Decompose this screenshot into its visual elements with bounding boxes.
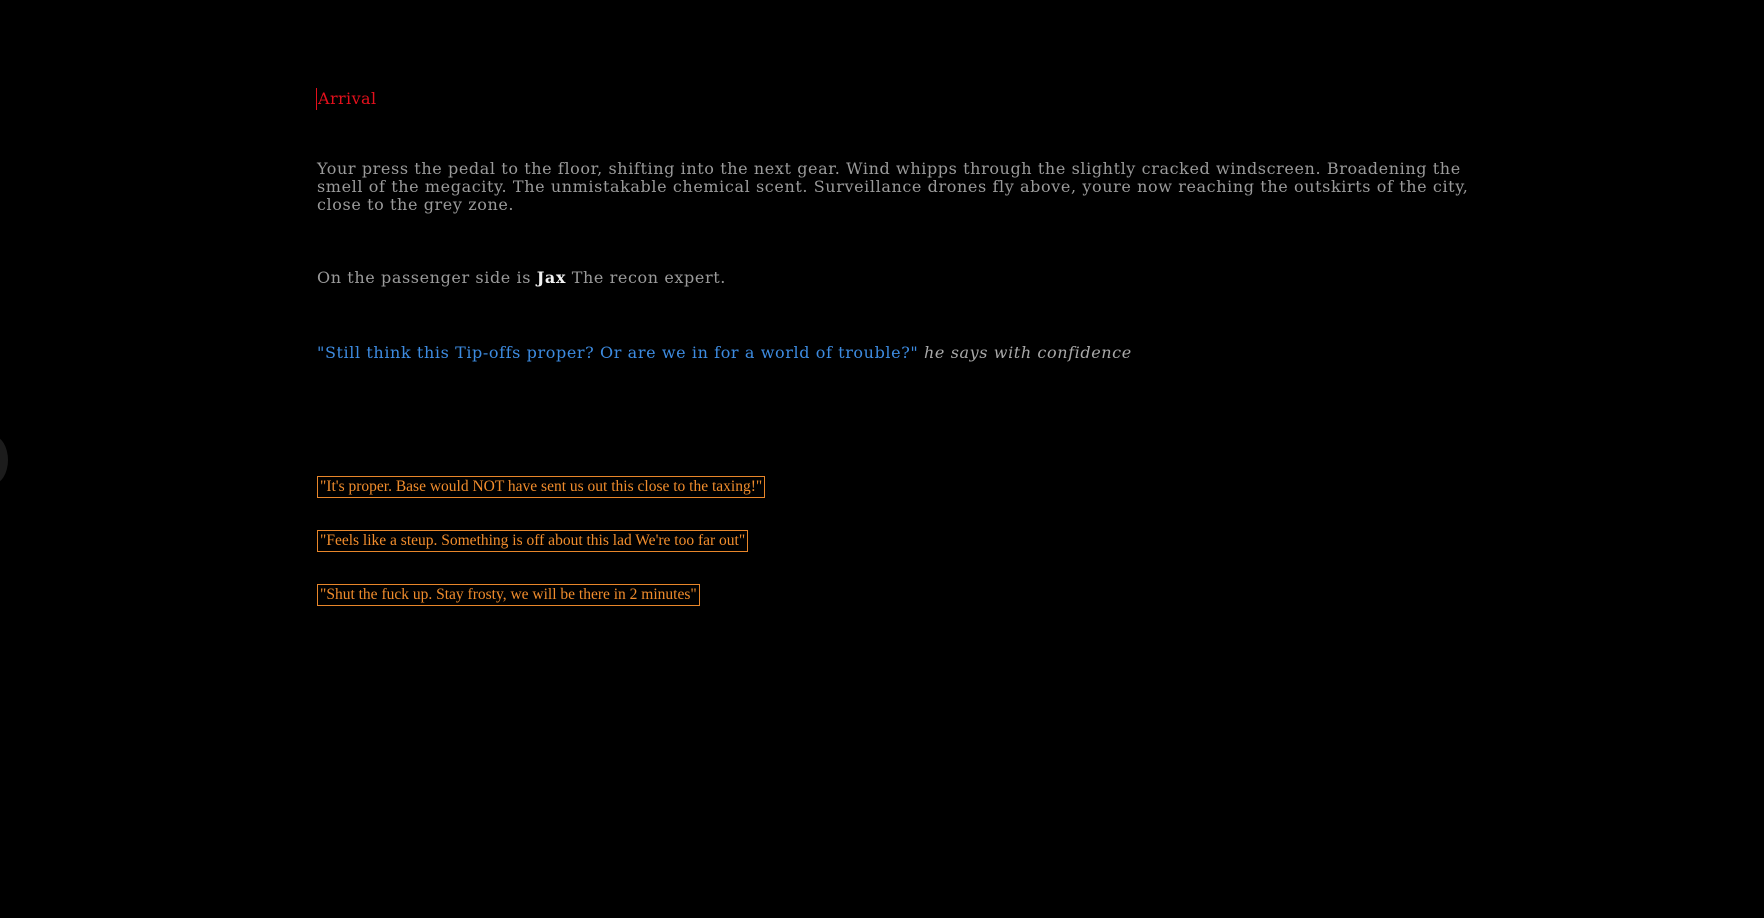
choice-button-2[interactable]: "Feels like a steup. Something is off about this lad We're too far out": [317, 530, 748, 552]
choice-list: [317, 476, 765, 638]
dialogue-speech: "Still think this Tip-offs proper? Or are we in for a world of trouble?": [317, 343, 919, 362]
choice-button-1[interactable]: "It's proper. Base would NOT have sent us out this close to the taxing!": [317, 476, 765, 498]
dialogue-line: [317, 344, 1477, 362]
character-name: Jax: [536, 268, 567, 287]
choice-button-3[interactable]: "Shut the fuck up. Stay frosty, we will be there in 2 minutes": [317, 584, 700, 606]
narration-text: Your press the pedal to the floor, shifting into the next gear. Wind whipps through the slightly cracked windscreen. Broadening the smell of the megacity. The unmistakable chemical scent. Surveillance drones fly above, youre now reaching the outskirts of the city, close to the grey zone.: [317, 159, 1469, 214]
character-intro: [317, 269, 1477, 287]
dialogue-tag: he says with confidence: [924, 343, 1132, 362]
side-panel-handle[interactable]: [0, 436, 8, 484]
intro-prefix: On the passenger side is: [317, 268, 537, 287]
scene-title: Arrival: [318, 89, 377, 108]
intro-suffix: The recon expert.: [566, 268, 726, 287]
story-panel: [317, 88, 1477, 362]
